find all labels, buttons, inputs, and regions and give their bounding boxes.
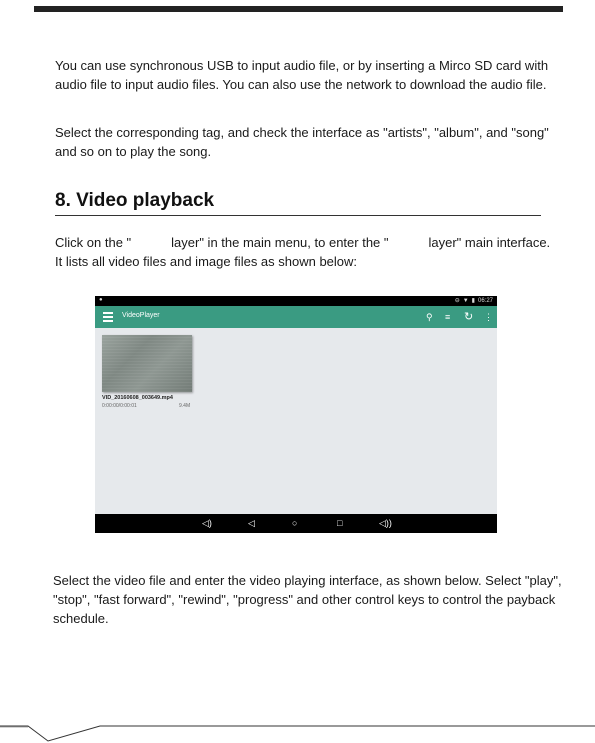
section-paragraph-2: Select the video file and enter the video playing interface, as shown below. Select "play", "stop", "fast forward", "rewind", "progress" and other control keys to control the payback schedule. xyxy=(53,573,562,626)
footer-decoration xyxy=(0,712,595,743)
intro-paragraph-2: Select the corresponding tag, and check the interface as "artists", "album", and "song" and so on to play the song. xyxy=(55,125,549,159)
volume-down-icon[interactable]: ◁) xyxy=(202,518,212,528)
more-icon[interactable]: ⋮ xyxy=(484,312,493,322)
para-part-1: Click on the " xyxy=(55,235,132,250)
home-icon[interactable]: ○ xyxy=(292,518,298,528)
para-part-2: layer" in the main menu, to enter the " xyxy=(171,235,389,250)
search-icon[interactable]: ⚲ xyxy=(426,312,433,322)
app-title: VideoPlayer xyxy=(122,312,160,319)
notification-icon: ⊖ xyxy=(454,298,460,304)
video-file-size: 9.4M xyxy=(179,403,191,409)
video-thumbnail[interactable] xyxy=(102,335,192,392)
sort-icon[interactable]: ≡ xyxy=(445,312,451,322)
refresh-icon[interactable]: ↻ xyxy=(464,311,474,323)
top-rule xyxy=(34,6,563,12)
section-heading: 8. Video playback xyxy=(55,190,215,211)
navigation-bar xyxy=(95,514,497,533)
video-duration: 0:00:00/0:00:01 xyxy=(102,403,137,409)
wifi-icon: ▼ xyxy=(462,297,469,304)
intro-paragraph-1: You can use synchronous USB to input audio file, or by inserting a Mirco SD card with audio file to input audio files. You can also use the network to download the audio file. xyxy=(55,58,549,92)
volume-up-icon[interactable]: ◁)) xyxy=(379,518,392,528)
para-part-3: layer" main interface. It lists all video files and image files as shown below: xyxy=(55,235,551,269)
menu-icon[interactable] xyxy=(103,312,113,322)
video-file-name[interactable]: VID_20160608_003649.mp4 xyxy=(102,395,173,401)
battery-icon: ▮ xyxy=(471,298,475,304)
recents-icon[interactable]: □ xyxy=(337,518,343,528)
status-bar xyxy=(95,296,497,306)
video-player-screenshot xyxy=(95,296,497,533)
section-paragraph-1 xyxy=(55,233,555,271)
heading-underline xyxy=(55,215,541,216)
app-bar xyxy=(95,306,497,328)
status-time: 06:27 xyxy=(477,297,493,304)
android-icon: ● xyxy=(99,297,103,303)
back-icon[interactable]: ◁ xyxy=(248,518,255,528)
